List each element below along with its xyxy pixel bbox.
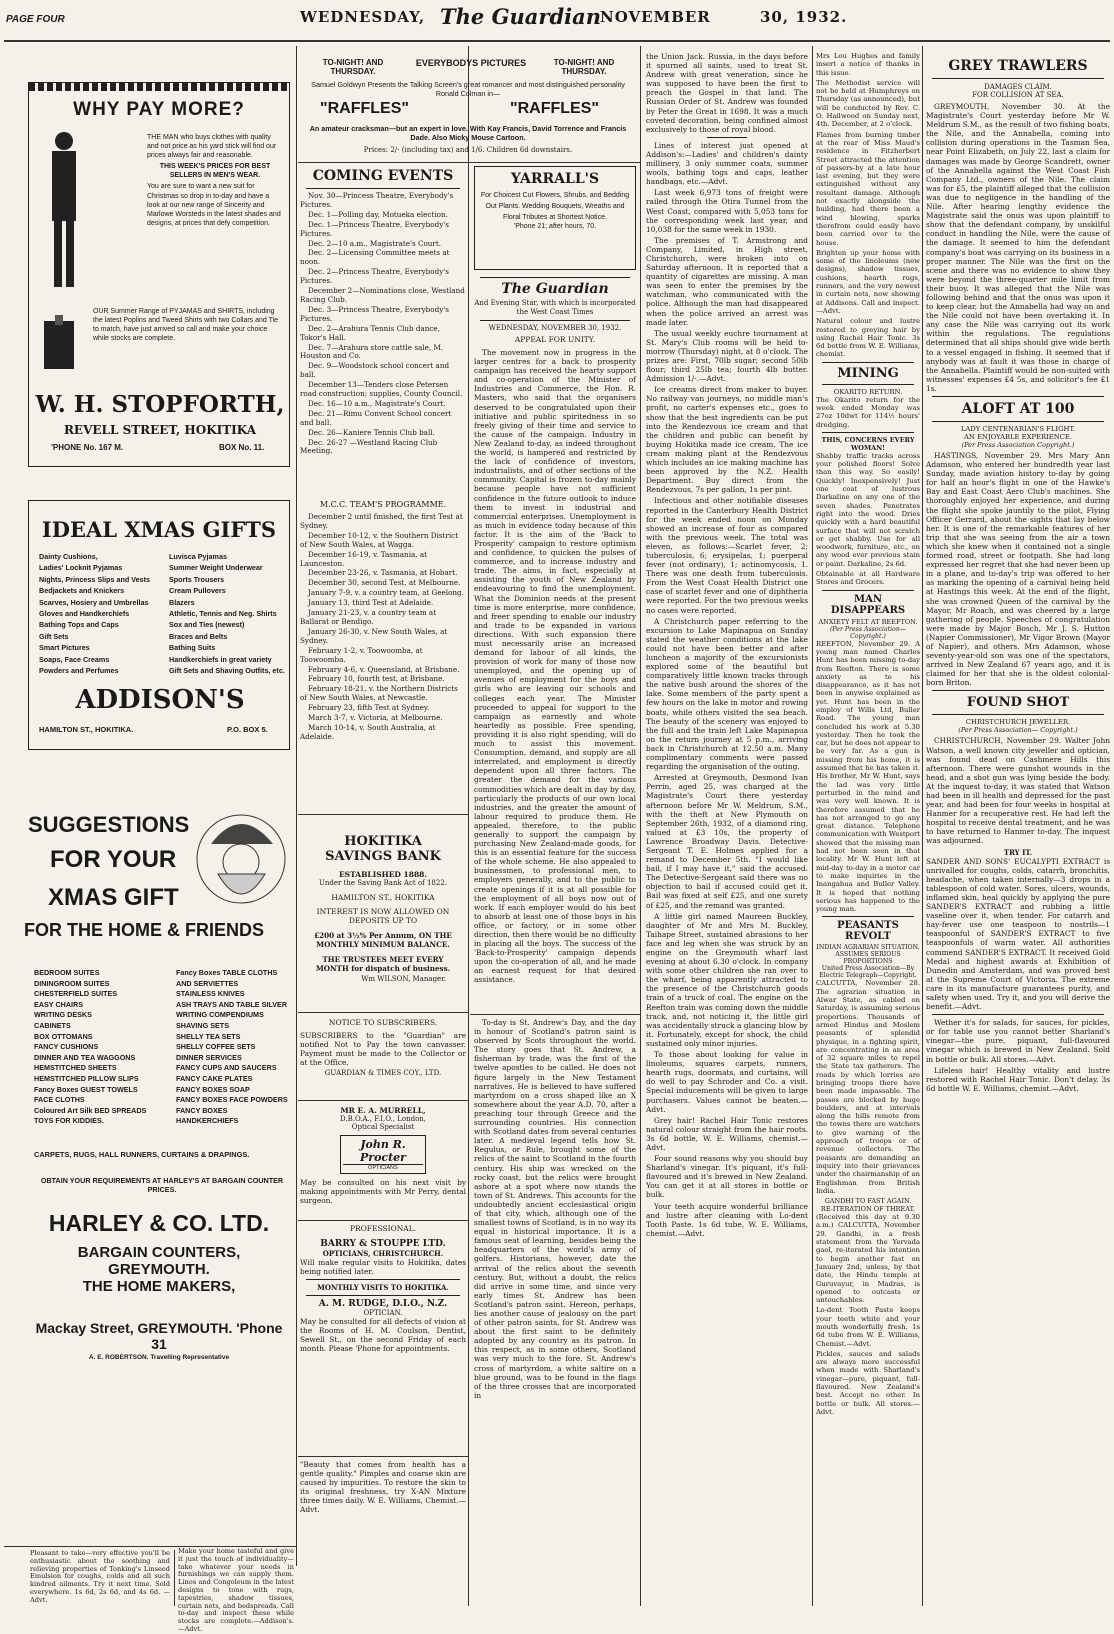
gandhi-body: (Received this day at 9.30 a.m.) CALCUTTA, November 29. Gandhi, in a fresh statement from the Yervada gaol, re-iterated his intention to begin another fast on January 2nd, unless, by that date, the Hindu temple at Guruvayur, in Madras, is opened to outcasts or untouchables. (816, 1213, 920, 1305)
addison-list-item: Gloves and Handkerchiefs (39, 609, 130, 619)
addison-list-item: Bathing Tops and Caps (39, 620, 119, 630)
masthead-date: 30, 1932. (760, 8, 848, 26)
coming-event-item: Dec. 2—Princess Theatre, Everybody's Pictures. (300, 267, 449, 286)
st-andrew-article (474, 1018, 636, 1608)
harley-headline-3: XMAS GIFT (48, 884, 179, 911)
harley-list-item: FACE CLOTHS (34, 1095, 85, 1105)
lodent-teeth-advt: Your teeth acquire wonderful brilliance and lustre after cleaning with Lo-dent Tooth Paste. 1s 6d tube, W. E. Williams, chemist.—Advt. (646, 1201, 808, 1238)
masthead-month: NOVEMBER (600, 8, 711, 26)
bank-interest: INTEREST IS NOW ALLOWED ON DEPOSITS UP TO (316, 907, 450, 925)
jeweller-subhead: CHRISTCHURCH JEWELLER. (965, 718, 1071, 727)
harley-list-item: TOYS FOR KIDDIES. (34, 1116, 104, 1126)
man-figure-illustration (39, 127, 89, 297)
section-rule (298, 1100, 468, 1101)
coming-events-list (300, 192, 466, 456)
stopforth-intro: THE MAN who buys clothes with quality and not price as his yard stick will find our prices always fair and reasonable. (147, 134, 277, 160)
harley-list-item: Fancy Boxes TABLE CLOTHS (176, 968, 278, 977)
harley-list-item: FANCY BOXES HANDKERCHIEFS (176, 1105, 239, 1126)
mcc-fixture-item: February 1-2, v. Toowoomba, at Toowoomba. (300, 645, 423, 664)
column-rule (640, 46, 641, 1606)
harley-list-item: BEDROOM SUITES (34, 968, 100, 977)
column-four (646, 52, 808, 1608)
sharland-vinegar-advt: Wether it's for salads, for sauces, for pickles, or for table use you cannot better Sharland's vinegar—the pure, piquant, full-flavoured vinegar which is brewed in New Zealand. Sold in bottle or bulk. All stores.—Advt. (926, 1018, 1110, 1064)
mcc-fixture-item: February 10, fourth test, at Brisbane. (308, 674, 445, 684)
stopforth-box: BOX No. 11. (219, 443, 265, 452)
monthly-visits: MONTHLY VISITS TO HOKITIKA. (317, 1283, 449, 1293)
procter-logo-sub: OPTICIANS (343, 1164, 423, 1171)
column-rule (922, 46, 923, 1606)
notice-sign: GUARDIAN & TIMES COY., LTD. (324, 1069, 442, 1078)
procter-logo-name: John R. Procter (360, 1138, 406, 1164)
coming-event-item: Dec. 9—Woodstock school concert and ball. (300, 361, 450, 380)
st-andrew-continued: the Union Jack. Russia, in the days before it spurned all saints, used to treat St. Andrew with great veneration, since he was supposed to have been the first to preach the Gospel in that land. The Russian Order of St. Andrew was founded by Peter the Great in 1698. It was a much coveted decoration, being confined almost exclusively to those of royal blood. (646, 52, 808, 134)
harley-list-item: HEMSTITCHED SHEETS (34, 1063, 117, 1073)
perrin-theft: Arrested at Greymouth, Desmond Ivan Perrin, aged 25, was charged at the Magistrate's Court there yesterday afternoon before Mr W. Meldrum, S.M., with the theft at New Plymouth on September 26th, 1932, of a diamond ring, valued at £3 10s, the property of Lawrence Broadway Davis. Detective-Sergeant T. E. Holmes applied for a remand to December 5th. "I would like bail, if I may have it," said the accused. The Detective-Sergeant said there was no objection to bail if accused could get it. Bail was fixed at self £25, and one surety of £25, and the remand was granted. (646, 773, 808, 910)
stopforth-name: W. H. STOPFORTH, (35, 391, 285, 418)
editorial-title: APPEAL FOR UNITY. (514, 335, 596, 344)
mcc-fixture-item: December 2 until finished, the first Test at Sydney. (300, 512, 463, 530)
harley-list-item: WRITING COMPENDIUMS (176, 1010, 264, 1020)
harley-list-item: CABINETS (34, 1020, 71, 1030)
harley-bargain: BARGAIN COUNTERS, GREYMOUTH. (77, 1244, 241, 1278)
pictures-intro: Samuel Goldwyn Presents the Talking Screen's great romancer and most distinguished personality Ronald Colman in— (311, 80, 625, 99)
peasants-revolt-heading: PEASANTS REVOLT (837, 920, 899, 943)
coming-event-item: Dec. 3—Princess Theatre, Everybody's Pictures. (300, 304, 449, 323)
grey-hair-advt: Grey hair! Rachel Hair Tonic restores natural colour straight from the hair roots. 3s 6d bottle, W. E. Williams, chemist.—Advt. (646, 1115, 808, 1152)
addison-list-item: Soaps, Face Creams (39, 654, 110, 664)
harley-list-item: BOX OTTOMANS (34, 1031, 93, 1041)
buckley-accident: A little girl named Maureen Buckley, daughter of Mr and Mrs M. Buckley, Taihape Street, sustained abrasions to her face and leg when she was struck by an engine on the Greymouth wharf last evening at about 6.30 o'clock. In company with some other children she ran over to the wharf, being apparently attracted to the presence of the Christchurch goods train of a truck of coal. The engine on the Reefton train was coming down the middle track, and, not noticing it, the little girl was accidentally struck a glancing blow by it. Fortunately, except for shock, the child sustained only minor injuries. (646, 911, 808, 1048)
armstrong-burglary: The premises of T. Armstrong and Company, Limited, in High street, Christchurch, were broken into on Saturday afternoon. It is reported that a quantity of cigarettes are missing. A man was seen to enter the premises by the watchman, who communicated with the police. Although the man had disappeared when the police arrived an arrest was made later. (646, 235, 808, 327)
man-disappears-heading: MAN DISAPPEARS (830, 593, 906, 616)
coming-event-item: Dec. 2—Arahura Tennis Club dance, Tokor's Hall. (300, 323, 440, 342)
savings-bank-ad (300, 820, 466, 1010)
stopforth-ad (28, 82, 290, 467)
st-andrew-body: To-day is St. Andrew's Day, and the day in honour of Scotland's patron saint is observed by Scots throughout the world. The story goes that St. Andrew, a fisherman by trade, was the first of the twelve apostles to be called. He does not figure largely in the New Testament narratives. He is believed to have suffered martyrdom on a cross shaped like an X somewhere about the year A.D. 70, after a preaching tour through Greece and the surrounding countries. His connection with Scotland dates from several centuries later. A medieval legend tells how St. Regulus, or Rule, brought some of the relics of the saint to Scotland in the fourth century. His ship was wrecked on the rocky coast, but the relics were brought ashore at a spot where now stands the town of St. Andrews. This accounts for the undoubtedly ancient ecclesiastical origin of that city, which, although one of the smallest towns of Scotland, is in no way its equal in historical importance. It is a famous seat of learning, besides being the headquarters of the world's army of golfers. Historians, however, date the arrival of the relics about the seventh century. But, without a doubt, the relics did arrive in some time, and since very early times St. Andrew has been Scotland's patron saint. Hereon, perhaps, lies another cause of jealousy on the part of other patron saints, for St. Andrew was about the first saint to be definitely adopted by any country as its patron. In this respect, as in some others, Scotland was very much to the fore. St. Andrew's cross of martyrdom, a white saltire on a blue ground, was to be found in the flags of the three crosses that are incorporated in (474, 1018, 636, 1400)
stopforth-pyjamas: OUR Summer Range of PYJAMAS and SHIRTS, including the latest Poplins and Tweed Shirts with two Collars and Tie to match, have just arrived so call and make your choice while stocks are complete. (93, 308, 279, 343)
okarito-return: The Okarito return for the week ended Monday was 27oz 10dwt for 114½ hours' dredging. (816, 395, 920, 429)
pictures-venue: EVERYBODYS PICTURES (415, 58, 527, 68)
yarrall-title: YARRALL'S (510, 171, 600, 187)
mcc-list (300, 513, 466, 742)
column-five (816, 52, 920, 1608)
press-credit-3: (Per Press Association Copyright.) (961, 441, 1075, 449)
addison-home-advt (178, 1547, 294, 1633)
mcc-title: M.C.C. TEAM'S PROGRAMME. (319, 500, 447, 509)
okarito-title: OKARITO RETURN. (833, 387, 903, 396)
reefton-body: REEFTON, November 29. A young man named Charles Hunt has been missing to-day from Reefton. There is some anxiety as to his disappearance, as it has not been in anywise explained as yet. Hunt has been in the employ of Wills Ltd, Buller Road. The young man concluded his work at 5.30 yesterday. Then he took the car, but he does not appear to be very far. As a gun is missing from his home, it is assumed that he has taken it. His brother, Mr W. Hunt, says the lad was very little perturbed in the mind and was very well known. It is therefore assumed that he has not arranged to go any great distance. Telephone communication with Westport showed that the missing man had not been seen in that locality. Mr W. Hunt left at mid-day to-day in a motor car to make inquiries in the Inangahua and Buller Valley. It is hoped that nothing serious has happened to the young man. (816, 639, 920, 914)
mcc-fixture-item: January 21-23, v. a country team at Ballarat or Bendigo. (300, 608, 437, 626)
stopforth-street: REVELL STREET, HOKITIKA (63, 423, 257, 437)
mcc-fixture-item: December 30, second Test, at Melbourne. (308, 578, 461, 588)
darkaline-stockists: Obtainable at all Hardware Stores and Grocers. (816, 570, 920, 587)
harley-list-item: DINNER SERVICES (176, 1052, 242, 1062)
harley-ad (24, 790, 290, 1470)
harley-street: Mackay Street, GREYMOUTH. 'Phone 31 (35, 1320, 283, 1352)
mcc-fixture-item: February 18-21, v. the Northern Districts of New South Wales, at Newcastle. (300, 684, 458, 703)
addison-name: ADDISON'S (75, 685, 245, 715)
masthead-day: WEDNESDAY, (300, 8, 426, 26)
coming-event-item: Dec. 21—Rimu Convent School concert and ball. (300, 408, 452, 427)
mcc-fixture-item: January 13, third Test at Adelaide. (308, 598, 434, 608)
brighten-advt: Brighten up your home with some of the linoleums (new designs), shadow tissues, cushions, hearth rugs, runners, and the very newest in curtain nets, now showing at Addisons. Call and inspect.—Advt. (816, 248, 920, 315)
harley-list-item: FANCY CUSHIONS (34, 1042, 99, 1052)
harley-obtain: OBTAIN YOUR REQUIREMENTS AT HARLEY'S AT BARGAIN COUNTER PRICES. (40, 1176, 284, 1194)
editorial-body: The movement now in progress in the larger centres for a back to prosperity campaign has received the hearty support and co-operation of the Minister of Industries and Commerce, the Hon. R. Masters, who said that the organisers deserved to be congratulated upon their initiative and public spiritedness in so freely giving of their time and service to the cause of the campaign. Industry in New Zealand to-day, as indeed throughout the world, is hampered and restricted by the lack of confidence of investors, industrialists, and of other sections of the community. Capital is frozen to-day mainly because people have not sufficient confidence in the future outlook to induce them to invest in industrial and commercial enterprises. Unemployment is as much in evidence today because of this factor. It is the aim of the 'Back to Prosperity' campaign to restore optimism and confidence, to quicken the pulses of commerce, and to increase industry and trade. The aims, in fact, especially at assisting the youth of New Zealand by endeavouring to find the unemployment. What the Dominion needs at the present time is more enterprise, more confidence, and freer spending to enable our industry and trade to be expanded in various directions. With such expansion there must necessarily arise an increased demand for labour of all kinds, the provision of work for many of those now unemployed, and the opening up of avenues of employment for the boys and girls who are leaving our schools and colleges each year. The Minister proceeded to appeal for support to the campaign as earnestly and whole heartedly as possible. Free spending, providing it is also right spending, will do much to assist this movement. Consumption, demand, and supply are all interrelated, and employment is directly dependent upon all three factors. The greater the demand for the various commodities which are dealt in day by day, particularly the products of our own local industries, and the greater the amount of labour required to produce them. He appealed, therefore, to the public generally to support the campaign by purchasing New Zealand-made goods, for this is an essential feature for the success of the whole scheme. He also appealed to businessmen, to professional men, to employers generally, and to the public to create openings if it is at all possible for the employment of all boys now out of work. If each employer would do his best to absorb at least one of those boys in his office, or factory, or in some other direction, then there would be no difficulty in placing all the boys. The success of the 'Back-to-Prosperity' campaign depends upon the co-operation of all, and he made an earnest request for that desired assistance. (474, 348, 636, 985)
coming-event-item: Dec. 16—10 a.m., Magistrate's Court. (308, 398, 446, 408)
addison-list-item: Nights, Princess Slips and Vests (39, 574, 151, 584)
harley-list-item: STAINLESS KNIVES (176, 989, 245, 999)
reiteration-subhead: RE-ITERATION OF THREAT. (820, 1205, 916, 1214)
addison-list-item: Blazers (169, 597, 195, 607)
yarrall-ad (474, 166, 636, 270)
addison-list-item: Athletic, Tennis and Neg. Shirts (169, 609, 277, 619)
harley-homemakers: THE HOME MAKERS, (82, 1278, 236, 1295)
press-credit-1: (Per Press Association—Copyright.) (829, 625, 907, 640)
harley-rep: A. E. ROBERTSON. Travelling Representative (88, 1354, 230, 1361)
harley-headline-4: FOR THE HOME & FRIENDS (24, 920, 265, 940)
indian-subhead: INDIAN AGRARIAN SITUATION. (816, 944, 920, 952)
collision-subhead: FOR COLLISION AT SEA. (972, 91, 1064, 99)
addison-lines-advt: Lines of interest just opened at Addison's:—Ladies' and children's dainty millinery, 3 only summer coats, summer wools, bathing togs and caps, leather handbags, etc.—Advt. (646, 140, 808, 187)
murrell-ad (300, 1106, 466, 1216)
yarrall-body: For Choicest Cut Flowers, Shrubs, and Bedding Out Plants. Wedding Bouquets, Wreaths and Floral Tributes at Shortest Notice. (480, 192, 630, 221)
coming-event-item: Dec. 26—Kaniere Tennis Club ball. (308, 427, 435, 437)
film-title-right: "RAFFLES" (510, 100, 599, 117)
stopforth-phone: 'PHONE No. 167 M. (51, 443, 124, 452)
column-six (926, 52, 1110, 1608)
stopforth-prices-heading: THIS WEEK'S PRICES FOR BEST SELLERS IN MEN'S WEAR. (159, 163, 271, 180)
harley-name: HARLEY & CO. LTD. (48, 1210, 270, 1236)
coming-event-item: December 2—Nominations close, Westland Racing Club. (300, 286, 465, 304)
santa-claus-illustration (193, 804, 288, 914)
addison-list-item: Bathing Suits (169, 643, 216, 653)
coming-event-item: Nov. 30—Princess Theatre, Everybody's Pictures. (300, 191, 454, 209)
addison-list-item: Braces and Belts (169, 631, 228, 641)
masthead (0, 4, 1114, 40)
mcc-fixture-item: February 23, fifth Test at Sydney. (308, 703, 430, 713)
addison-title: IDEAL XMAS GIFTS (41, 517, 277, 542)
centenarian-subhead: LADY CENTENARIAN'S FLIGHT. (960, 425, 1076, 433)
addison-list-item: Smart Pictures (39, 643, 90, 653)
harley-list-item: ASH TRAYS AND TABLE SILVER (176, 999, 288, 1009)
harley-carpets: CARPETS, RUGS, HALL RUNNERS, CURTAINS & DRAPINGS. (34, 1150, 250, 1159)
bank-rate: £200 at 3½% Per Annum, ON THE MONTHLY MINIMUM BALANCE. (314, 931, 452, 949)
addison-list-item: Luvisca Pyjamas (169, 552, 227, 561)
section-rule (298, 1456, 468, 1457)
notice-title: NOTICE TO SUBSCRIBERS. (328, 1018, 438, 1027)
aloft-heading: ALOFT AT 100 (961, 401, 1075, 417)
addison-list-item: Sports Trousers (169, 574, 225, 584)
mcc-fixture-item: March 3-7, v. Victoria, at Melbourne. (308, 713, 443, 723)
addison-list-item: Sox and Ties (newest) (169, 620, 245, 630)
addison-box: P.O. BOX 5. (227, 725, 268, 734)
column-rule (812, 46, 813, 1606)
murrell-role: Optical Specialist (351, 1123, 415, 1131)
euchre-tournament: The usual weekly euchre tournament at St. Mary's Club rooms will be held to-morrow (Thursday) night, at 8 o'clock. The prizes are: First, 70lb sugar; second 50lb flour; third 25lb tea; fourth 4lb butter. Admission 1/-.—Advt. (646, 328, 808, 384)
editorial-dateline: WEDNESDAY, NOVEMBER 30, 1932. (488, 324, 622, 332)
serious-subhead: ASSUMES SERIOUS PROPORTIONS (835, 951, 901, 966)
section-rule (298, 814, 468, 815)
procter-logo (340, 1135, 426, 1174)
bank-manager: Wm WILSON, Manager. (361, 975, 446, 983)
infectious-diseases: Infectious and other notifiable diseases reported in the Canterbury Health District for the week ended noon on Monday showed an increase of four as compared with the previous week. The total was eleven, as follows:—Scarlet fever, 2; tuberculosis, 6; erysipelas, 1; puerperal fever (not ordinary), 1; actinomycosis, 1. There was one death from tuberculosis. From the West Coast Health District one case of scarlet fever and one of diphtheria were reported. For the two previous weeks no cases were reported. (646, 496, 808, 615)
column-rule (468, 46, 469, 1606)
lodent-advt: Lo-dent Tooth Paste keeps your teeth white and your mouth wonderfully fresh. 1s 6d tube from W. E. Williams, Chemist.—Advt. (816, 1306, 920, 1348)
harley-list-item: SHELLY COFFEE SETS (176, 1042, 256, 1052)
harley-list-item: Fancy Boxes GUEST TOWELS (34, 1084, 138, 1094)
coming-events-title: COMING EVENTS (312, 168, 454, 184)
harley-headline-1: SUGGESTIONS (28, 812, 190, 837)
tonking-advt (30, 1550, 170, 1608)
harley-list-item: FANCY CUPS AND SAUCERS (176, 1063, 277, 1073)
shirt-illustration (39, 313, 79, 373)
found-shot-body: CHRISTCHURCH, November 29. Walter John Watson, a well known city jeweller and optician, was found dead on Cashmere Hills this afternoon. There were gunshot wounds in the head, and a shot gun was lying beside the body. At the inquest to-day, it was stated that Watson had been in ill health and depressed for the past year, and had been for four weeks in hospital at Hanmer for a recuperative rest. He had left the hospital to receive dental treatment, and he was to have returned to Hanmer to-day. The inquest was adjourned. (926, 736, 1110, 846)
coming-events (300, 166, 466, 496)
pictures-left-when: TO-NIGHT! AND THURSDAY. (322, 58, 384, 76)
schroder-advt: To those about looking for value in linoleums, squares carpets, runners, hearth rugs, doormats, and curtains, will do well to pay Schroder and Co. a visit. Special inducements will be given to large purchasers. Values cannot be beaten.—Advt. (646, 1050, 808, 1114)
column-rule (296, 46, 297, 1566)
natural-colour-advt: Natural colour and lustre restored to greying hair by using Rachel Hair Tonic. 3s 6d bottle from W. E. Williams, chemist. (816, 317, 920, 359)
otira-freight: Last week 6,973 tons of freight were railed through the Otira Tunnel from the West Coast, compared with 5,053 tons for the corresponding week last year, and 10,038 for the same week in 1930. (646, 188, 808, 234)
mcc-fixture-item: February 4-6, v. Queensland, at Brisbane. (308, 664, 460, 674)
aloft-body: HASTINGS, November 29. Mrs Mary Ann Adamson, who entered her hundredth year last Sunday, made aviation history to-day by going for half an hour's flight in one of the Hawke's Bay and East Coast Aero Club's machines. She thoroughly enjoyed her experience, and during the flight she spoke jauntily to the pilot, Flying Officer Gerrard, about the sights that lay below her. It is one of the remarkable features of her trip that she was seeing from the air a town which she knew when it contained not a single formed road, street or footpath. She had long expressed her regret that she had never been up in a plane, and to-day's trip was offered to her as marking the opening of a carnival being held at Hastings this week. At the end of the flight, she was crowned Queen of the carnival by the Mayor, Mr Roach, and was cheered by a large gathering of people. Speeches of congratulation were made by Major Bosch, Mr J. S. Hutton (Napier Commissioner), Mr Vigor Brown (Mayor of Napier), and others. Mrs Adamson, whose seventy-year-old son was one of the spectators, arrived in New Zealand 67 years ago, and it is claimed for her that she is the oldest colonial-born Briton. (926, 451, 1110, 688)
tonking-text: Pleasant to take—very effective you'll be enthusiastic about the soothing and relieving properties of Tonking's Linseed Emulsion for coughs, colds and all such kindred ailments. Try it next time. Sold everywhere. 1s 6d, 2s 6d, and 4s 6d. —Advt. (30, 1549, 170, 1604)
bank-established: ESTABLISHED 1888. (338, 870, 428, 879)
coming-event-item: Dec. 1—Polling day, Motueka election. (308, 209, 448, 219)
mcc-fixture-item: December 10-12, v. the Southern District of New South Wales, at Wagga. (300, 530, 459, 549)
harley-list-item: WRITING DESKS (34, 1010, 92, 1020)
harley-list-item: AND SERVIETTES (176, 978, 239, 988)
section-rule (470, 1014, 640, 1015)
pictures-prices: Prices: 2/- (including tax) and 1/6. Children 6d downstairs. (363, 146, 573, 154)
murrell-quals: D.B.O.A., F.I.O., London, (339, 1115, 427, 1123)
yarrall-phone: 'Phone 21; after hours, 70. (513, 223, 597, 230)
bank-title: HOKITIKA SAVINGS BANK (325, 834, 441, 864)
notice-subscribers (300, 1018, 466, 1098)
lifeless-hair-advt: Lifeless hair! Healthy vitality and lustre restored with Rachel Hair Tonic. Don't delay. 3s 6d bottle W. E. Williams, chemist.—Advt. (926, 1065, 1110, 1093)
darkaline-body: Shabby traffic tracks across your polished floors! Solve than this way. So easily! Quickly! Inexpensively! Just one coat of lustrous Darkaline on any one of the seven shades. Penetrates right into the wood. Dries quickly with a hard beautiful surface that will not scratch or get shabby. Use for all woodwork, furniture, etc., on any wood ever previous stain or paint. Darkaline, 2s 6d. (816, 451, 920, 568)
coming-event-item: Dec. 2—10 a.m., Magistrate's Court. (308, 238, 442, 248)
addison-list-item: Powders and Perfumes (39, 666, 119, 676)
editorial-sub: And Evening Star, with which is incorporated the West Coast Times (474, 299, 636, 316)
film-title-left: "RAFFLES" (320, 100, 409, 117)
barry-stouppe-sub: OPTICIANS, CHRISTCHURCH. (322, 1249, 444, 1258)
bank-trustees: THE TRUSTEES MEET EVERY MONTH for dispatch of business. (315, 955, 451, 973)
harley-list-item: EASY CHAIRS (34, 999, 83, 1009)
reefton-subhead: ANXIETY FELT AT REEFTON. (818, 617, 918, 626)
section-rule (298, 1012, 468, 1013)
mcc-fixture-item: December 23-26, v. Tasmania, at Hobart. (308, 568, 458, 578)
mcc-fixture-item: December 16-19, v. Tasmania, at Launceston. (300, 549, 428, 568)
section-rule (298, 1220, 468, 1221)
pictures-blurb: An amateur cracksman—but an expert in love. With Kay Francis, David Torrence and Francis Dade. Also Micky Mouse Cartoon. (309, 124, 627, 143)
rudge-role: OPTICIAN. (363, 1309, 403, 1318)
harley-list-right (176, 968, 290, 1127)
addison-list-item: Summer Weight Underwear (169, 563, 263, 573)
stopforth-suits: You are sure to want a new suit for Christmas so drop in to-day and have a look at our new range of Sincerity and Marlowe Worsteds in the latest shades and designs, at prices that defy competition. (147, 183, 281, 227)
page-number: PAGE FOUR (6, 14, 65, 25)
try-it-heading: TRY IT. (1003, 847, 1033, 857)
addison-list-item: Cream Pullovers (169, 586, 226, 596)
enjoyable-subhead: AN ENJOYABLE EXPERIENCE. (963, 433, 1073, 441)
coming-event-item: Dec. 1—Princess Theatre, Everybody's Pictures. (300, 219, 449, 238)
editorial (474, 274, 636, 985)
coming-event-item: Dec. 26-27 —Westland Racing Club Meeting. (300, 437, 438, 456)
mcc-programme (300, 500, 466, 812)
calcutta-body: CALCUTTA, November 28. The agrarian situation in Alwar State, as cabled on Saturday, is assuming serious proportions. Thousands of armed Hindus and Moslem peasants of splendid physique, in a fighting spirit, are concentrating in an area of 32 square miles to repel the State tax gatherers. The roads by which lorries are bringing troops there have been made impassable. The passes are blocked by huge boulders, and at intervals along the hills remote from the towns there are watchers to give warning of the approach of troops or of revenue collectors. The peasants are demanding an inquiry into their grievances under the chairmanship of an Englishman from British India. (816, 979, 920, 1195)
press-credit-4: (Per Press Association— Copyright.) (958, 726, 1078, 735)
bank-street: HAMILTON ST., HOKITIKA (331, 893, 435, 902)
column-rule (174, 1550, 175, 1606)
mining-heading: MINING (837, 365, 899, 381)
barry-stouppe-name: BARRY & STOUPPE LTD. (320, 1239, 446, 1249)
masthead-title: The Guardian (440, 4, 601, 29)
addison-ad (28, 500, 290, 750)
gandhi-subhead: GANDHI TO FAST AGAIN. (824, 1197, 912, 1206)
rendezvous-icecream: Ice creams direct from maker to buyer. No railway van journeys, no middle man's profit, no carter's expenses etc., goes to show that the best ingredients can be put into the Rendezvous ice cream and that the children and public can benefit by buying Hokitika made ice cream. The ice cream making plant at the Rendezvous which includes an ice making machine has been approved by the N.Z. Health Department. Buy direct from the Rendezvous, 7s per gallon, 1s per pint. (646, 385, 808, 495)
coming-event-item: Dec. 7—Arahura store cattle sale, M. Houston and Co. (300, 342, 444, 361)
harley-list-item: HEMSTITCHED PILLOW SLIPS (34, 1073, 139, 1083)
addison-list-item: Dainty Cushions, (39, 552, 98, 561)
notice-body: SUBSCRIBERS to the "Guardian" are notified Not to Pay the town canvasser. Payment must be made to the Collector or at the Office. (300, 1031, 466, 1068)
pictures-right-when: TO-NIGHT! AND THURSDAY. (553, 58, 615, 76)
harley-list-item: FANCY BOXES SOAP (176, 1084, 250, 1094)
addison-list-item: Handkerchiefs in great variety (169, 654, 272, 664)
addison-list-item: Gift Sets and Shaving Outfits, etc. (169, 666, 285, 676)
rudge-body: May be consulted for all defects of vision at the Rooms of H. M. Coulson, Dentist, Sewell St., on the second Friday of each month. Please 'Phone for appointments. (300, 1317, 466, 1354)
coming-event-item: Dec. 2—Licensing Committee meets at noon. (300, 248, 450, 267)
eucalypti-advt: SANDER AND SONS' EUCALYPTI EXTRACT is unrivalled for coughs, colds, catarrh, bronchitis, headache, when taken internally—3 drops in a tablespoon of cold water. Sores, ulcers, wounds, inflamed skin, heal quickly by applying the pure SANDER'S EXTRACT and rubbing a little vaseline over it, when tender. For catarrh and hay-fever use one teaspoon to nostrils—1 teaspoonful of SANDER'S EXTRACT to five teaspoonfuls of warm water. All authorities commend SANDER'S EXTRACT. It received Gold Medal and highest awards at Exhibition of Dunedin and Amsterdam, and was proved best at the Supreme Court of Victoria. The extreme care in its manufacture guarantees purity, and safety when used. Try it, and you will derive the benefit.—Advt. (926, 856, 1110, 1012)
beauty-advt (300, 1460, 466, 1610)
addison-list-item: Ladies' Locknit Pyjamas (39, 563, 123, 573)
press-credit-2: United Press Association—By Electric Telegraph—Copyright. (819, 965, 917, 980)
harley-list-item: FANCY CAKE PLATES (176, 1073, 253, 1083)
addison-list-left (39, 551, 164, 676)
section-rule (298, 162, 640, 163)
addison-list-item: Bedjackets and Knickers (39, 586, 125, 596)
murrell-name: MR E. A. MURRELL, (340, 1106, 426, 1115)
harley-list-item: SHELLY TEA SETS (176, 1031, 241, 1041)
addison-list-right (169, 551, 287, 676)
harley-list-left (34, 968, 174, 1127)
harley-list-item: Coloured Art Silk BED SPREADS (34, 1105, 147, 1115)
addison-list-item: Gift Sets (39, 631, 69, 641)
harley-list-item: DINNER AND TEA WAGGONS (34, 1052, 136, 1062)
professional-ads (300, 1224, 466, 1452)
mcc-fixture-item: March 10-14, v. South Australia, at Adelaide. (300, 722, 436, 741)
barry-stouppe-body: Will make regular visits to Hokitika, dates being notified later. (300, 1258, 466, 1277)
lake-excursion: A Christchurch paper referring to the excursion to Lake Mapinapua on Sunday stated the weather conditions at the lake could not have been better and after luncheon a majority of the excursionists explored some of the beautiful but comparatively little known tracks through the native bush around the shores of the lake. Some members of the party spent a few hours on the lake in motor and rowing boats, while others visited the sea beach. The beauty of the scenery was enjoyed to the full and the train left Lake Mapinapua on the return journey at 5 p.m., arriving back in Christchurch at 12.50 a.m. Many complimentary comments were passed regarding the organisation of the outing. (646, 616, 808, 772)
murrell-body: May be consulted on his next visit by making appointments with Mr Perry, dental surgeon. (300, 1178, 466, 1206)
methodist-service: The Methodist service will not be held at Humphreys on Thursday (as announced), but will be conducted by Rev. C. O. Hailwood on Sunday next, 4th. December, at 2 o'clock. (816, 78, 920, 129)
harley-list-item: FANCY BOXES FACE POWDERS (176, 1095, 288, 1105)
addison-list-item: Scarves, Hosiery and Umbrellas (39, 597, 149, 607)
harley-list-item: CHESTERFIELD SUITES (34, 989, 118, 999)
harley-headline-2: FOR YOUR (50, 846, 177, 873)
hughes-thanks: Mrs Lou Hughes and family insert a notice of thanks in this issue. (816, 52, 920, 77)
addison-street: HAMILTON ST., HOKITIKA. (39, 725, 134, 734)
grey-trawlers-heading: GREY TRAWLERS (948, 58, 1088, 74)
addison-home-text: Make your home tasteful and give it just the touch of individuality—take whatever your needs in furnishings we can supply them. Linos and Congoleum in the latest designs to tone with rugs, tapestries, shadow tissues, curtain nets, and bedspreads. Call to-day and inspect these while stocks are complete.—Addison's.—Advt. (178, 1547, 294, 1633)
rudge-name: A. M. RUDGE, D.I.O., N.Z. (318, 1299, 448, 1310)
bank-act: Under the Saving Bank Act of 1822. (318, 879, 448, 887)
harley-list-item: DININGROOM SUITES (34, 978, 110, 988)
professional-title: PROFESSIONAL. (349, 1224, 417, 1233)
pictures-ad (300, 58, 636, 162)
editorial-paper: The Guardian (501, 281, 609, 297)
harley-list-item: SHAVING SETS (176, 1020, 229, 1030)
darkaline-title: THIS, CONCERNS EVERY WOMAN! (821, 435, 915, 452)
coming-event-item: December 13—Tenders close Petersen road construction; supplies, County Council. (300, 380, 463, 399)
beauty-text: "Beauty that comes from health has a gentle quality." Pimples and coarse skin are caused by impurities. To restore the skin to its original freshness, try X-AN Mixture three times daily. W. E. Williams, Chemist.—Advt. (300, 1460, 466, 1515)
decorative-border (29, 83, 289, 91)
sharland-reasons-advt: Four sound reasons why you should buy Sharland's vinegar. It's piquant, it's full-flavoured and it's brewed in New Zealand. You can get it at all stores in bottle or bulk. (646, 1154, 808, 1200)
stopforth-headline: WHY PAY MORE? (73, 99, 245, 120)
mcc-fixture-item: January 26-30, v. New South Wales, at Sydney. (300, 626, 448, 645)
fitzherbert-fire: Flames from burning timber at the rear of Miss Maud's residence in Fitzherbert Street attracted the attention of passers-by at a late hour last evening, but they were extinguished without any resultant damage. Although not exactly alongside the building, had there been a wind blowing, sparks therefrom could easily have been carried over to the house. (816, 130, 920, 247)
damages-subhead: DAMAGES CLAIM. (984, 83, 1052, 91)
found-shot-heading: FOUND SHOT (966, 695, 1070, 711)
mcc-fixture-item: January 7-9, v. a country team, at Geelong. (308, 588, 464, 598)
trawlers-body: GREYMOUTH, November 30. At the Magistrate's Court yesterday before Mr W. Meldrum S.M., as the result of two fishing boats, the Nile, and the Annabella, coming into collision during operations in the Tasman Sea, near Point Elizabeth, on July 22, last a claim for damages was made by George Scandrett, owner of the Annabella against the West Coast Fish Company Ltd., owners of the Nile. The claim was for £5, the plaintiff alleged that the collision was due to negligence in the handling of the Nile. After hearing lengthy evidence the Magistrate said the onus was upon plaintiff to show that the defendant company, by unskilful conduct in handling the Nile, were the cause of the damage. It seemed to him the defendant company's boat was carrying on its business in a proper manner. The Nile was the first on the scene and there was no evidence to show they were beyond the three-quarter mile limit from their buoy. It was alleged that the Nile was following behind and that the onus was upon it to keep clear, but the Annabella had way on and the Nile could not have been overtaking it. In any case the Nile was carrying out its work within the regulations. The regulations determined that all ships should give wide berth to a vessel engaged in fishing. It seemed that if anybody was at fault it was those in charge of the Annabella. Plaintiff would be non-suited with witnesses' expenses £4 5s, and solicitor's fee £1 1s. (926, 102, 1110, 393)
pickles-advt: Pickles, sauces and salads are always more successful when made with Sharland's vinegar—pure, piquant, full-flavoured. New Zealand's best. Accept no other. In bottle or bulk. All stores.—Advt. (816, 1349, 920, 1416)
masthead-rule (4, 40, 1110, 42)
